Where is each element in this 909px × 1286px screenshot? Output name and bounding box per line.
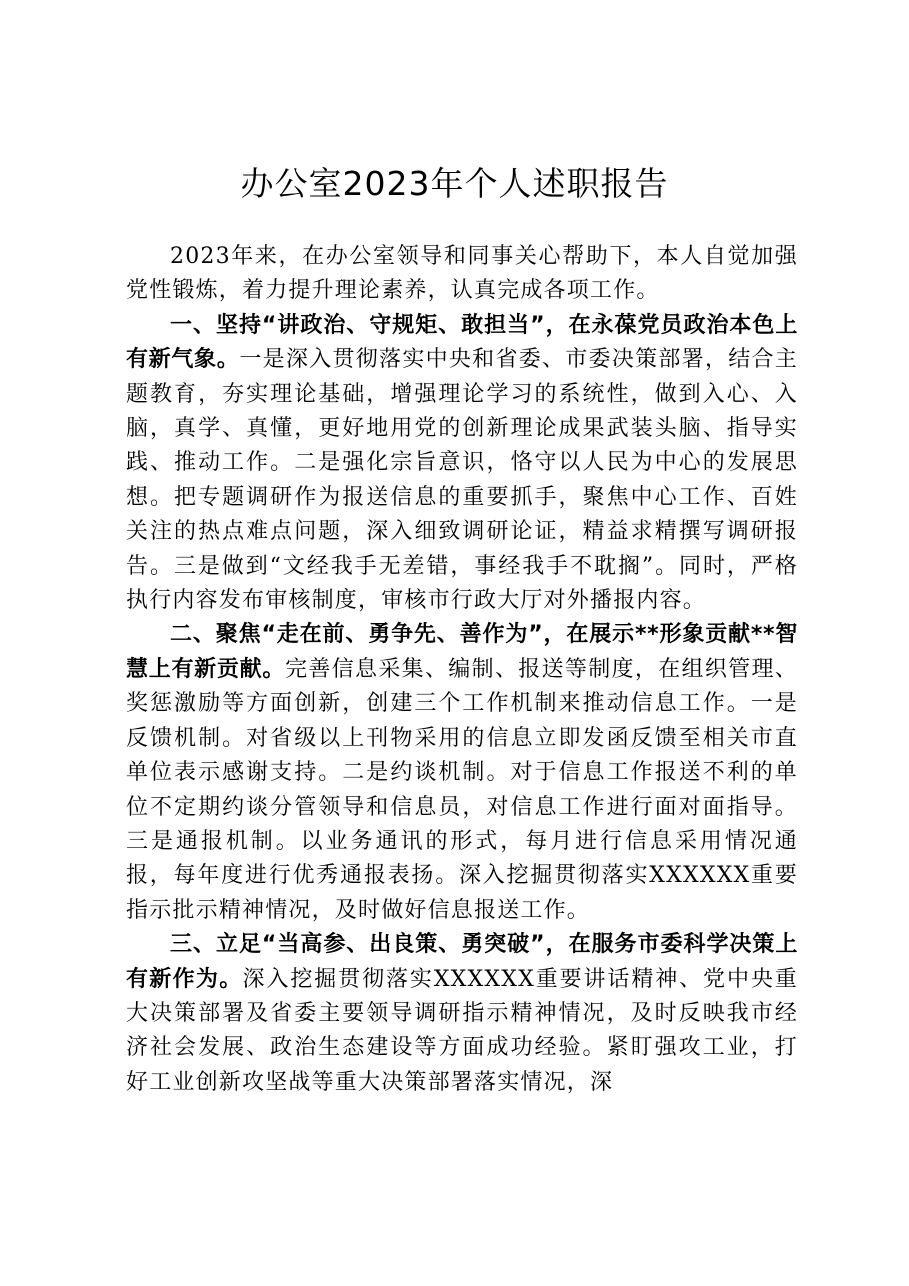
section-three-text: 深入挖掘贯彻落实XXXXXX重要讲话精神、党中央重大决策部署及省委主要领导调研指示精神情况，及时反映我市经济社会发展、政治生态建设等方面成功经验。紧盯强攻工业，打好工业创新攻坚战等重大决策部署落实情况，深	[126, 966, 798, 1095]
section-two-text: 完善信息采集、编制、报送等制度，在组织管理、奖惩激励等方面创新，创建三个工作机制来推动信息工作。一是反馈机制。对省级以上刊物采用的信息立即发函反馈至相关市直单位表示感谢支持。二是约谈机制。对于信息工作报送不利的单位不定期约谈分管领导和信息员，对信息工作进行面对面指导。三是通报机制。以业务通讯的形式，每月进行信息采用情况通报，每年度进行优秀通报表扬。深入挖掘贯彻落实XXXXXX重要指示批示精神情况，及时做好信息报送工作。	[126, 656, 799, 923]
document-body	[126, 240, 798, 1100]
section-one-text: 一是深入贯彻落实中央和省委、市委决策部署，结合主题教育，夯实理论基础，增强理论学习的系统性，做到入心、入脑，真学、真懂，更好地用党的创新理论成果武装头脑、指导实践、推动工作。二是强化宗旨意识，恪守以人民为中心的发展思想。把专题调研作为报送信息的重要抓手，聚焦中心工作、百姓关注的热点难点问题，深入细致调研论证，精益求精撰写调研报告。三是做到“文经我手无差错，事经我手不耽搁”。同时，严格执行内容发布审核制度，审核市行政大厅对外播报内容。	[126, 347, 798, 614]
intro-paragraph	[126, 240, 798, 309]
section-two-heading: 二、聚焦“走在前、勇争先、善作为”，在展示**形象贡献**智慧上有新贡献。	[126, 622, 798, 682]
document-title: 办公室2023年个人述职报告	[240, 164, 669, 203]
section-three-heading: 三、立足“当高参、出良策、勇突破”，在服务市委科学决策上有新作为。	[126, 932, 798, 992]
section-two-paragraph	[126, 618, 798, 928]
section-one-heading: 一、坚持“讲政治、守规矩、敢担当”，在永葆党员政治本色上有新气象。	[126, 312, 798, 373]
section-three-paragraph	[126, 928, 798, 1100]
paragraph-text: 2023年来，在办公室领导和同事关心帮助下，本人自觉加强党性锻炼，着力提升理论素养，认真完成各项工作。	[126, 244, 798, 304]
section-one-paragraph	[126, 309, 798, 619]
